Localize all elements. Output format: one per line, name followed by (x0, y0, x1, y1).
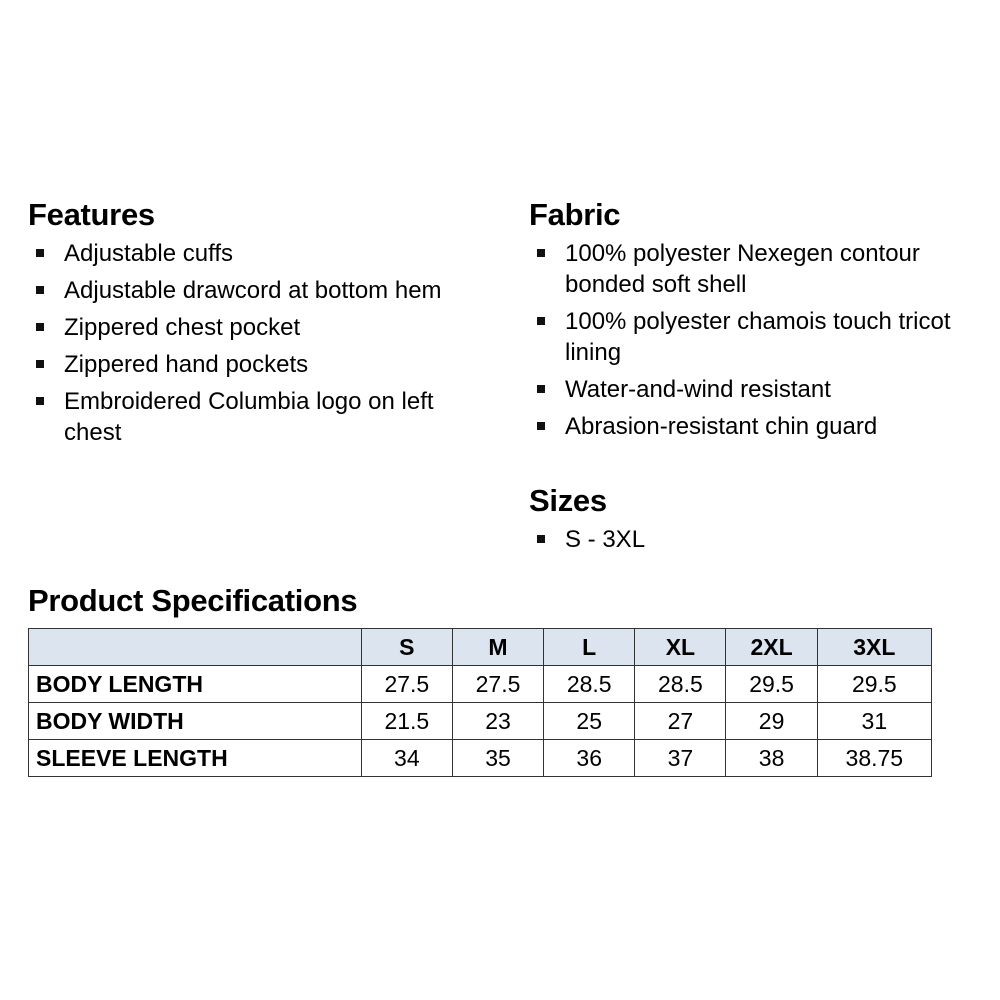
table-cell: 28.5 (635, 666, 726, 703)
square-bullet-icon (36, 249, 44, 257)
square-bullet-icon (36, 397, 44, 405)
sizes-title: Sizes (529, 483, 607, 518)
table-cell: 29.5 (726, 666, 817, 703)
fabric-text: Water-and-wind resistant (565, 376, 831, 403)
table-row (29, 666, 932, 703)
fabric-section (529, 196, 989, 448)
table-cell: 38.75 (817, 740, 931, 777)
fabric-text: Abrasion-resistant chin guard (565, 413, 878, 440)
square-bullet-icon (537, 317, 545, 325)
table-cell: 35 (452, 740, 543, 777)
list-item (28, 386, 488, 448)
table-cell: 34 (361, 740, 452, 777)
list-item (529, 524, 989, 555)
size-range-text: S - 3XL (565, 526, 646, 553)
fabric-title: Fabric (529, 197, 621, 232)
product-specifications-section (28, 582, 932, 777)
list-item (529, 374, 989, 405)
list-item (529, 306, 989, 368)
feature-text: Adjustable cuffs (64, 240, 233, 267)
table-cell: 37 (635, 740, 726, 777)
square-bullet-icon (537, 249, 545, 257)
table-cell: 23 (452, 703, 543, 740)
table-cell: 21.5 (361, 703, 452, 740)
fabric-text: 100% polyester Nexegen contour bonded soft shell (565, 240, 920, 298)
list-item (28, 275, 488, 306)
header-cell: L (544, 629, 635, 666)
fabric-text: 100% polyester chamois touch tricot lining (565, 308, 951, 366)
table-cell: 28.5 (544, 666, 635, 703)
list-item (28, 349, 488, 380)
table-cell: 36 (544, 740, 635, 777)
table-cell: 29 (726, 703, 817, 740)
spec-table (28, 628, 932, 777)
table-row (29, 703, 932, 740)
square-bullet-icon (36, 360, 44, 368)
table-cell: 27.5 (452, 666, 543, 703)
sizes-list (529, 524, 989, 555)
row-label-cell: SLEEVE LENGTH (29, 740, 362, 777)
table-cell: 27 (635, 703, 726, 740)
table-cell: 27.5 (361, 666, 452, 703)
header-cell (29, 629, 362, 666)
table-cell: 31 (817, 703, 931, 740)
square-bullet-icon (537, 422, 545, 430)
features-title: Features (28, 197, 155, 232)
square-bullet-icon (36, 286, 44, 294)
square-bullet-icon (36, 323, 44, 331)
list-item (28, 238, 488, 269)
fabric-list (529, 238, 989, 442)
feature-text: Zippered chest pocket (64, 314, 301, 341)
table-header-row (29, 629, 932, 666)
square-bullet-icon (537, 385, 545, 393)
features-section (28, 196, 488, 454)
header-cell: XL (635, 629, 726, 666)
table-cell: 38 (726, 740, 817, 777)
table-row (29, 740, 932, 777)
header-cell: S (361, 629, 452, 666)
table-cell: 25 (544, 703, 635, 740)
header-cell: M (452, 629, 543, 666)
header-cell: 2XL (726, 629, 817, 666)
feature-text: Embroidered Columbia logo on left chest (64, 388, 434, 446)
features-list (28, 238, 488, 448)
feature-text: Zippered hand pockets (64, 351, 309, 378)
list-item (28, 312, 488, 343)
row-label-cell: BODY WIDTH (29, 703, 362, 740)
header-cell: 3XL (817, 629, 931, 666)
row-label-cell: BODY LENGTH (29, 666, 362, 703)
sizes-section (529, 482, 989, 561)
table-cell: 29.5 (817, 666, 931, 703)
list-item (529, 411, 989, 442)
feature-text: Adjustable drawcord at bottom hem (64, 277, 442, 304)
specs-title: Product Specifications (28, 583, 358, 618)
list-item (529, 238, 989, 300)
square-bullet-icon (537, 535, 545, 543)
